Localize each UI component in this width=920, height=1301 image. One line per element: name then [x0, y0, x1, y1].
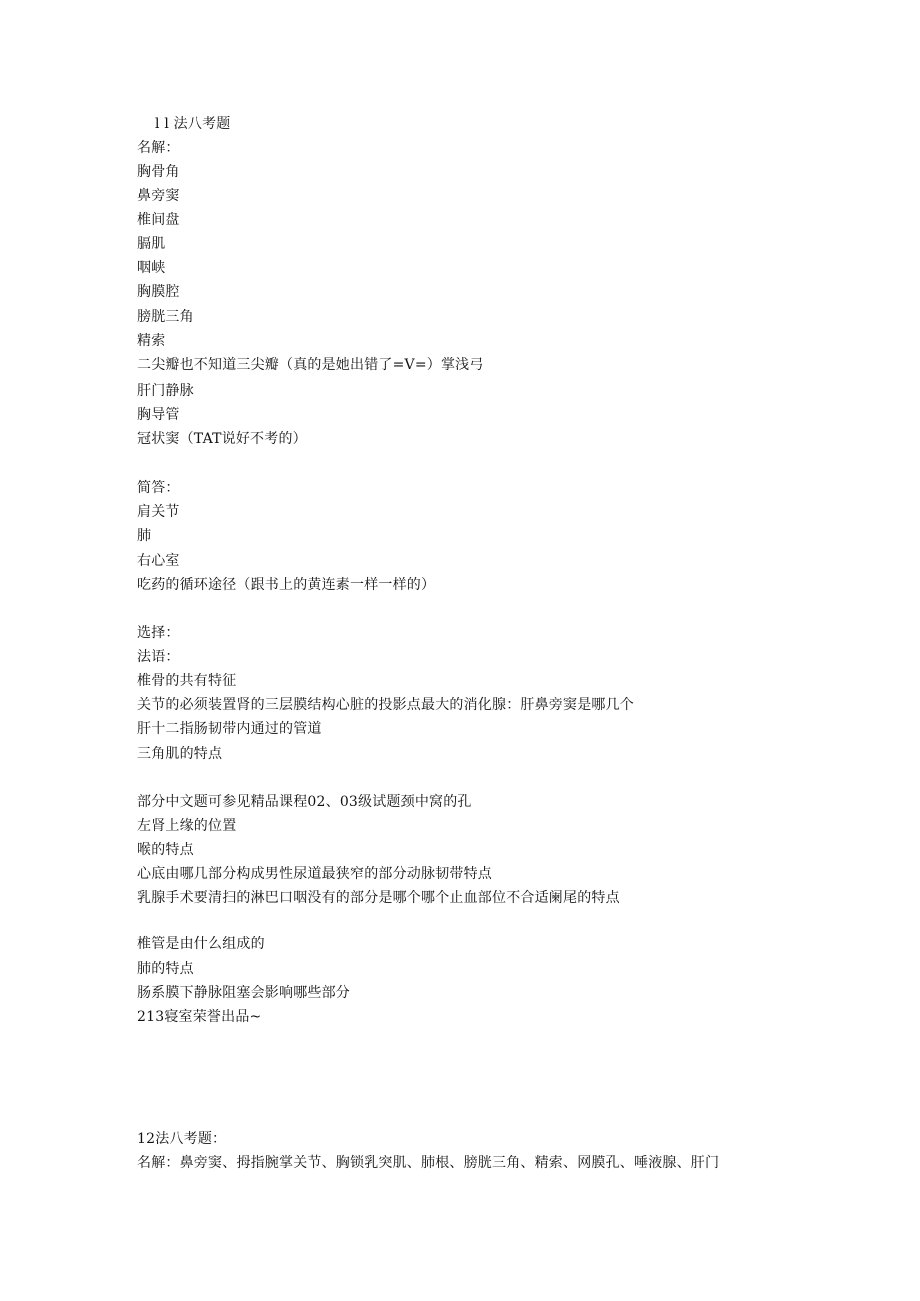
definition-item: 冠状窦（TAT说好不考的） [137, 431, 307, 447]
definition-item: 椎间盘 [137, 212, 180, 228]
question-item: 乳腺手术要清扫的淋巴口咽没有的部分是哪个哪个止血部位不合适阑尾的特点 [137, 890, 620, 906]
definition-item: 胸骨角 [137, 164, 180, 180]
choice-item: 肝十二指肠韧带内通过的管道 [137, 721, 322, 737]
question-item: 部分中文题可参见精品课程02、03级试题颈中窝的孔 [137, 794, 472, 810]
definitions-label: 名解： [137, 140, 180, 156]
definition-item: 肝门静脉 [137, 383, 194, 399]
question-item: 左肾上缘的位置 [137, 818, 237, 834]
question-item: 肠系膜下静脉阻塞会影响哪些部分 [137, 985, 350, 1001]
short-answer-item: 肺 [137, 528, 152, 544]
definition-item: 咽峡 [137, 260, 166, 276]
choice-item: 椎骨的共有特征 [137, 673, 237, 689]
definition-item: 二尖瓣也不知道三尖瓣（真的是她出错了=V=）掌浅弓 [137, 357, 484, 373]
section2-definitions-line: 名解：鼻旁窦、拇指腕掌关节、胸锁乳突肌、肺根、膀胱三角、精索、网膜孔、唾液腺、肝门 [137, 1155, 720, 1171]
short-answer-item: 肩关节 [137, 504, 180, 520]
section1-title: l l 法八考题 [155, 116, 231, 132]
section2-title: 12法八考题： [137, 1131, 227, 1147]
choice-label: 选择： [137, 625, 180, 641]
definition-item: 膀胱三角 [137, 309, 194, 325]
question-item: 喉的特点 [137, 842, 194, 858]
credit-line: 213寝室荣誉出品~ [137, 1009, 262, 1025]
definition-item: 胸膜腔 [137, 284, 180, 300]
definition-item: 胸导管 [137, 407, 180, 423]
definition-item: 鼻旁窦 [137, 188, 180, 204]
question-item: 心底由哪几部分构成男性尿道最狭窄的部分动脉韧带特点 [137, 866, 492, 882]
definition-item: 膈肌 [137, 236, 166, 252]
short-answer-item: 右心室 [137, 553, 180, 569]
terms-label: 法语： [137, 649, 180, 665]
short-answer-item: 吃药的循环途径（跟书上的黄连素一样一样的） [137, 577, 436, 593]
question-item: 椎管是由什么组成的 [137, 936, 265, 952]
choice-item: 三角肌的特点 [137, 746, 223, 762]
definition-item: 精索 [137, 333, 166, 349]
short-answer-label: 简答： [137, 480, 180, 496]
choice-item: 关节的必须装置肾的三层膜结构心脏的投影点最大的消化腺：肝鼻旁窦是哪几个 [137, 697, 634, 713]
question-item: 肺的特点 [137, 961, 194, 977]
